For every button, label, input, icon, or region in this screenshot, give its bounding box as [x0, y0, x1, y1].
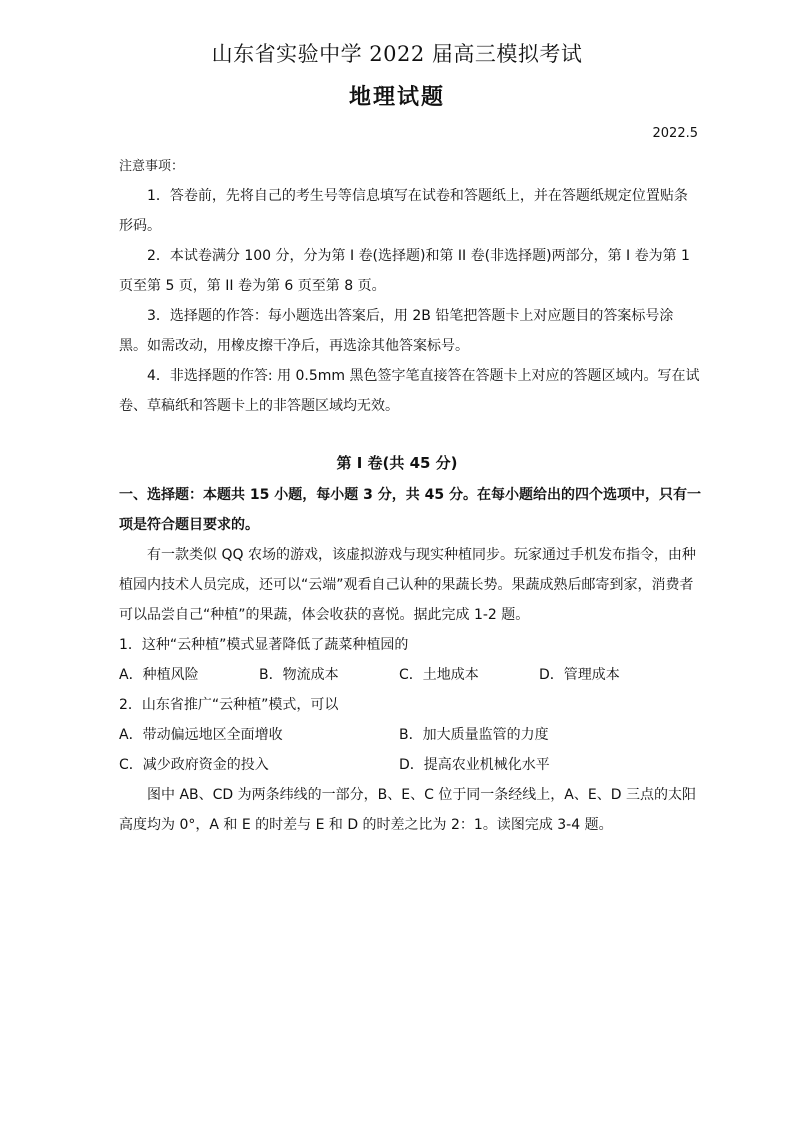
- notice-list: [119, 181, 701, 421]
- notice-item-1: 1．答卷前，先将自己的考生号等信息填写在试卷和答题纸上，并在答题纸规定位置贴条形码。: [119, 188, 688, 234]
- option-b: B．物流成本: [259, 667, 339, 683]
- option-d: D．提高农业机械化水平: [399, 757, 550, 773]
- option-c: C．减少政府资金的投入: [119, 757, 269, 773]
- passage-2: 图中 AB、CD 为两条纬线的一部分，B、E、C 位于同一条经线上，A、E、D 三点的太阳高度均为 0°，A 和 E 的时差与 E 和 D 的时差之比为 2：1。读图完成 3-4 题。: [119, 787, 696, 833]
- question-area: [119, 480, 701, 840]
- passage-1: 有一款类似 QQ 农场的游戏，该虚拟游戏与现实种植同步。玩家通过手机发布指令，由种植园内技术人员完成，还可以“云端”观看自己认种的果蔬长势。果蔬成熟后邮寄到家，消费者可以品尝自己“种植”的果蔬，体会收获的喜悦。据此完成 1-2 题。: [119, 547, 696, 623]
- question-2-stem: 2．山东省推广“云种植”模式，可以: [119, 697, 339, 713]
- notice-item-3: 3．选择题的作答：每小题选出答案后，用 2B 铅笔把答题卡上对应题目的答案标号涂黑。如需改动，用橡皮擦干净后，再选涂其他答案标号。: [119, 308, 674, 354]
- question-1-options: [119, 660, 701, 690]
- section-title: 第 I 卷(共 45 分): [336, 454, 458, 472]
- option-c: C．土地成本: [399, 667, 479, 683]
- exam-title: 山东省实验中学 2022 届高三模拟考试: [211, 42, 583, 66]
- exam-date: 2022.5: [652, 126, 698, 141]
- option-b: B．加大质量监管的力度: [399, 727, 549, 743]
- question-1-stem: 1．这种“云种植”模式显著降低了蔬菜种植园的: [119, 637, 409, 653]
- subject-title: 地理试题: [348, 85, 445, 110]
- section-instruction: 一、选择题：本题共 15 小题，每小题 3 分，共 45 分。在每小题给出的四个选项中，只有一项是符合题目要求的。: [119, 487, 701, 533]
- notice-item-2: 2．本试卷满分 100 分，分为第 I 卷(选择题)和第 II 卷(非选择题)两部分，第 I 卷为第 1 页至第 5 页，第 II 卷为第 6 页至第 8 页。: [119, 248, 690, 294]
- question-2-options-row2: [119, 750, 701, 780]
- option-a: A．种植风险: [119, 667, 199, 683]
- question-2-options-row1: [119, 720, 701, 750]
- notice-heading: 注意事项：: [119, 159, 185, 174]
- notice-item-4: 4．非选择题的作答: 用 0.5mm 黑色签字笔直接答在答题卡上对应的答题区域内。写在试卷、草稿纸和答题卡上的非答题区域均无效。: [119, 368, 700, 414]
- option-a: A．带动偏远地区全面增收: [119, 727, 283, 743]
- option-d: D．管理成本: [539, 667, 620, 683]
